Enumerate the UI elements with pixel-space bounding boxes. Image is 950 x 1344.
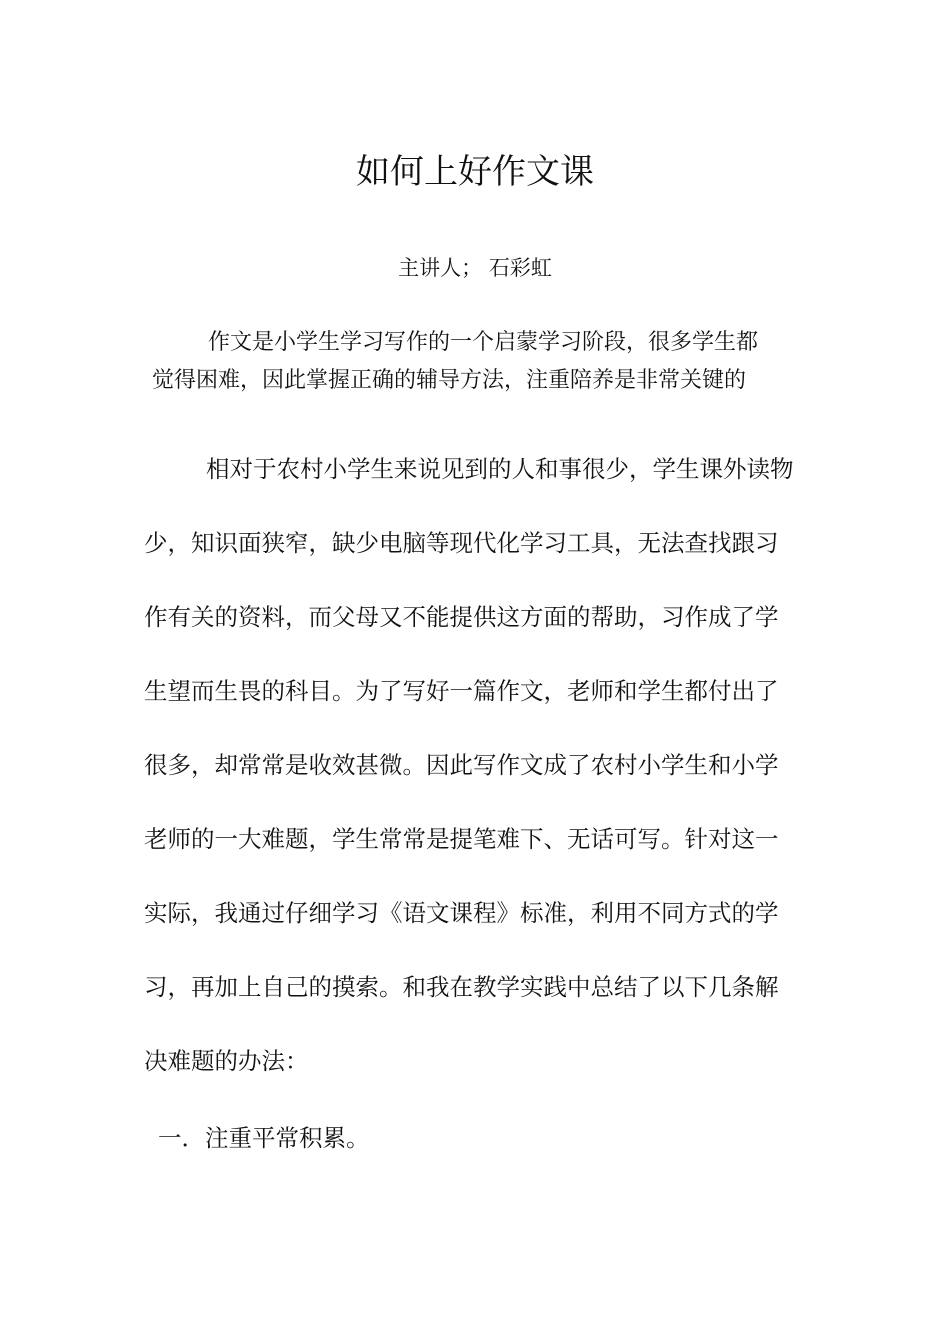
body-line: 相对于农村小学生来说见到的人和事很少，学生课外读物: [206, 455, 794, 483]
body-line: 很多，却常常是收效甚微。因此写作文成了农村小学生和小学: [144, 751, 779, 779]
body-line: 老师的一大难题，学生常常是提笔难下、无话可写。针对这一: [144, 825, 779, 853]
intro-line: 觉得困难，因此掌握正确的辅导方法，注重陪养是非常关键的: [152, 368, 747, 393]
author-line: 主讲人； 石彩虹: [398, 256, 552, 280]
body-line: 决难题的办法：: [144, 1047, 309, 1075]
body-line: 生望而生畏的科目。为了写好一篇作文，老师和学生都付出了: [144, 677, 779, 705]
body-line: 实际，我通过仔细学习《语文课程》标准，利用不同方式的学: [144, 899, 779, 927]
intro-paragraph: [152, 324, 812, 400]
body-line: 作有关的资料，而父母又不能提供这方面的帮助，习作成了学: [144, 603, 779, 631]
section-heading: 一．注重平常积累。: [158, 1124, 370, 1152]
intro-line: 作文是小学生学习写作的一个启蒙学习阶段，很多学生都: [208, 330, 759, 355]
body-line: 少，知识面狭窄，缺少电脑等现代化学习工具，无法查找跟习: [144, 529, 779, 557]
body-paragraph: [144, 432, 814, 1098]
body-line: 习，再加上自己的摸索。和我在教学实践中总结了以下几条解: [144, 973, 779, 1001]
document-title: 如何上好作文课: [356, 152, 594, 192]
